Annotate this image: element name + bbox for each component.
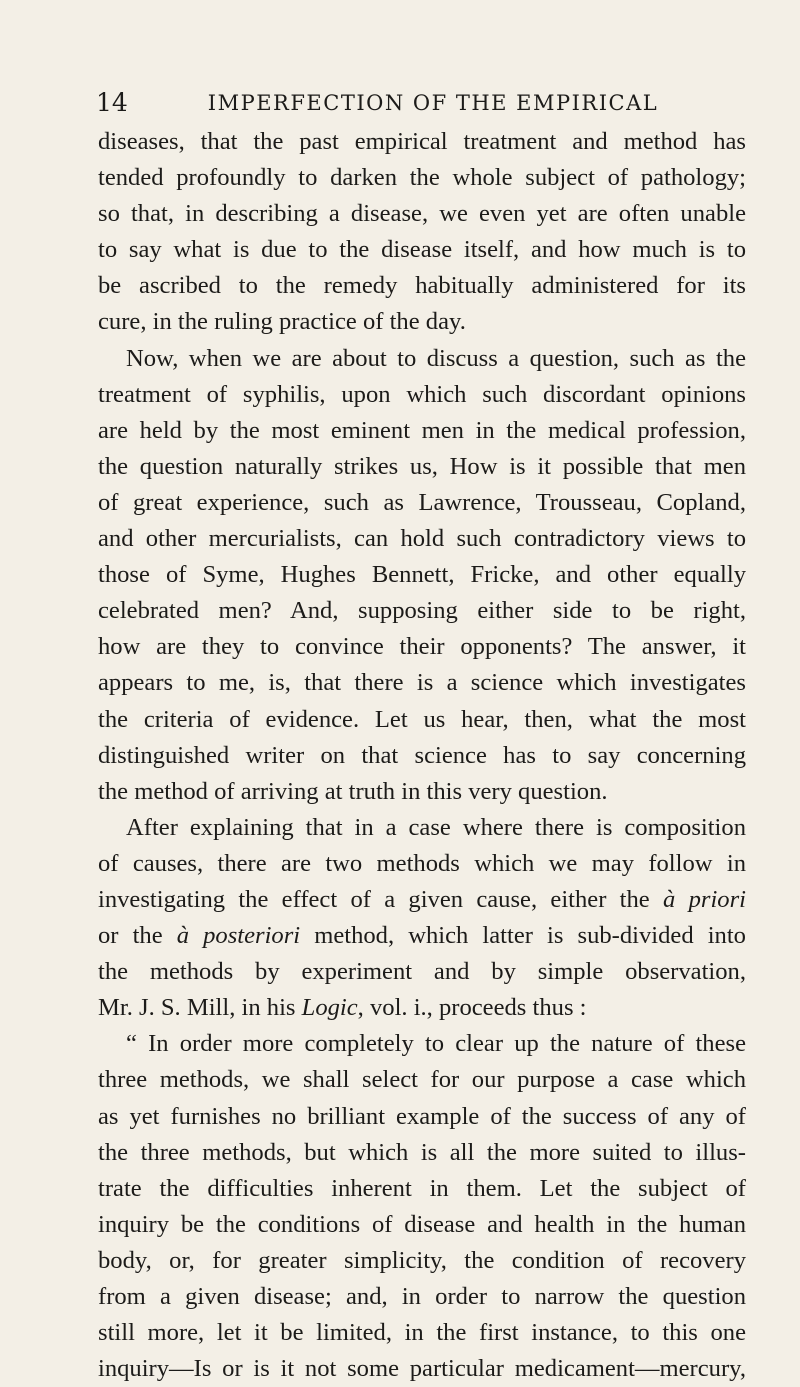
text-line: how are they to convince their opponents? The answer, it <box>98 633 746 661</box>
text-line: so that, in describing a disease, we even yet are often unable <box>98 200 746 228</box>
body-text <box>98 124 746 1387</box>
text-line: diseases, that the past empirical treatment and method has <box>98 128 746 155</box>
text-line: to say what is due to the disease itself, and how much is to <box>98 236 746 264</box>
italic-phrase: à posteriori <box>176 922 301 950</box>
line-segment: method, which latter is sub-divided into <box>300 922 746 950</box>
text-line: three methods, we shall select for our purpose a case which <box>98 1066 746 1094</box>
italic-title: Logic <box>301 994 358 1022</box>
text-line: appears to me, is, that there is a science which investigates <box>98 669 746 697</box>
text-line: inquiry—Is or is it not some particular medicament—mercury, <box>98 1355 746 1383</box>
line-segment: investigating the effect of a given cause, either the <box>98 885 663 913</box>
page-number: 14 <box>96 88 128 117</box>
paragraph-start-line: After explaining that in a case where there is composition <box>126 813 746 841</box>
paragraph-start-line: Now, when we are about to discuss a question, such as the <box>126 344 746 372</box>
text-line: from a given disease; and, in order to narrow the question <box>98 1283 746 1310</box>
text-line: of causes, there are two methods which we may follow in <box>98 849 746 877</box>
page-header <box>96 85 740 121</box>
text-line <box>98 882 746 918</box>
text-line: those of Syme, Hughes Bennett, Fricke, and other equally <box>98 561 746 589</box>
text-line: cure, in the ruling practice of the day. <box>98 308 466 336</box>
text-line: are held by the most eminent men in the medical profession, <box>98 416 746 444</box>
line-segment: , vol. i., proceeds thus : <box>357 994 587 1022</box>
quote-start-line: “ In order more completely to clear up the nature of these <box>126 1030 746 1058</box>
text-line: celebrated men? And, supposing either side to be right, <box>98 597 746 625</box>
text-line: the three methods, but which is all the more suited to illus- <box>98 1138 746 1166</box>
italic-phrase: à priori <box>663 885 746 913</box>
text-line: the criteria of evidence. Let us hear, then, what the most <box>98 705 746 733</box>
text-line: the question naturally strikes us, How is it possible that men <box>98 452 746 480</box>
text-line <box>98 918 746 954</box>
text-line: and other mercurialists, can hold such contradictory views to <box>98 525 746 553</box>
text-line: the method of arriving at truth in this very question. <box>98 777 608 805</box>
text-line: still more, let it be limited, in the first instance, to this one <box>98 1319 746 1347</box>
text-line <box>98 990 746 1026</box>
text-line: be ascribed to the remedy habitually administered for its <box>98 272 746 300</box>
text-line: inquiry be the conditions of disease and health in the human <box>98 1210 746 1238</box>
text-line: the methods by experiment and by simple observation, <box>98 958 746 986</box>
text-line: treatment of syphilis, upon which such discordant opinions <box>98 380 746 408</box>
line-segment: Mr. J. S. Mill, in his <box>98 994 302 1022</box>
text-line: as yet furnishes no brilliant example of the success of any of <box>98 1102 746 1130</box>
text-line: distinguished writer on that science has to say concerning <box>98 741 746 769</box>
line-segment: or the <box>98 922 177 950</box>
text-line: body, or, for greater simplicity, the condition of recovery <box>98 1246 746 1274</box>
text-line: of great experience, such as Lawrence, Trousseau, Copland, <box>98 488 746 516</box>
running-title: IMPERFECTION OF THE EMPIRICAL <box>207 91 659 115</box>
text-line: tended profoundly to darken the whole subject of pathology; <box>98 164 746 192</box>
text-line: trate the difficulties inherent in them. Let the subject of <box>98 1174 746 1202</box>
